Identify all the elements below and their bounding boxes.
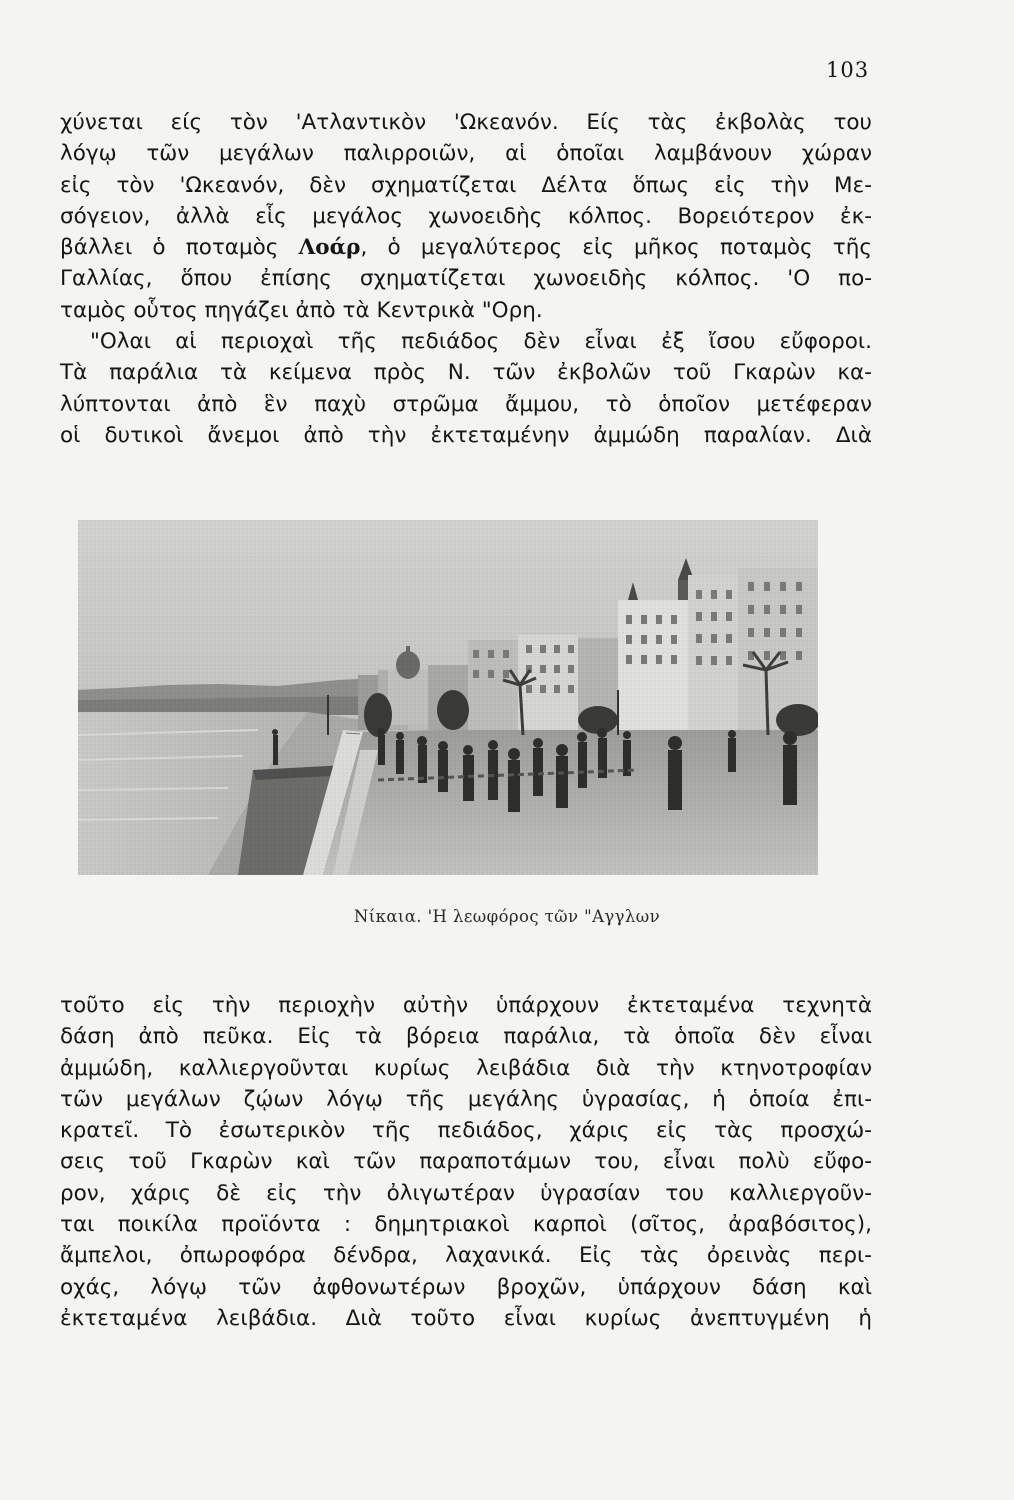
- body-text-bottom: [60, 990, 872, 1334]
- text-line: σόγειον, ἀλλὰ εἷς μεγάλος χωνοειδὴς κόλπος. Βορειότερον ἐκ-: [60, 203, 872, 229]
- text-line: εἰς τὸν 'Ωκεανόν, δὲν σχηματίζεται Δέλτα ὅπως εἰς τὴν Με-: [60, 172, 872, 198]
- text-line: Γαλλίας, ὅπου ἐπίσης σχηματίζεται χωνοειδὴς κόλπος. 'Ο πο-: [60, 266, 872, 292]
- river-name-bold: Λοάρ: [298, 235, 361, 261]
- figure-caption: Νίκαια. 'Η λεωφόρος τῶν "Αγγλων: [353, 907, 661, 926]
- text-line: οἱ δυτικοὶ ἄνεμοι ἀπὸ τὴν ἐκτεταμένην ἀμμώδη παραλίαν. Διὰ: [60, 422, 872, 448]
- text-line: τῶν μεγάλων ζῴων λόγῳ τῆς μεγάλης ὑγρασίας, ἡ ὁποία ἐπι-: [60, 1086, 872, 1112]
- body-text-top: [60, 107, 872, 451]
- text-line: ρον, χάρις δὲ εἰς τὴν ὀλιγωτέραν ὑγρασίαν του καλλιεργοῦν-: [60, 1180, 872, 1206]
- text-line: ταμὸς οὗτος πηγάζει ἀπὸ τὰ Κεντρικὰ "Ορη.: [60, 297, 543, 323]
- page-number: 103: [826, 58, 870, 82]
- text-line: ἀμμώδη, καλλιεργοῦνται κυρίως λειβάδια διὰ τὴν κτηνοτροφίαν: [60, 1055, 872, 1081]
- text-line: δάση ἀπὸ πεῦκα. Εἰς τὰ βόρεια παράλια, τὰ ὁποῖα δὲν εἶναι: [60, 1024, 872, 1050]
- text-line: κρατεῖ. Τὸ ἐσωτερικὸν τῆς πεδιάδος, χάρις εἰς τὰς προσχώ-: [60, 1118, 872, 1144]
- text-line: ἄμπελοι, ὀπωροφόρα δένδρα, λαχανικά. Εἰς τὰς ὀρεινὰς περι-: [60, 1243, 872, 1269]
- promenade-photo: [78, 520, 818, 875]
- text-line: λόγῳ τῶν μεγάλων παλιρροιῶν, αἱ ὁποῖαι λαμβάνουν χώραν: [60, 141, 872, 167]
- text-fragment: βάλλει ὁ ποταμὸς: [60, 235, 299, 261]
- text-line: λύπτονται ἀπὸ ἓν παχὺ στρῶμα ἄμμου, τὸ ὁποῖον μετέφεραν: [60, 391, 872, 417]
- text-line: οχάς, λόγῳ τῶν ἀφθονωτέρων βροχῶν, ὑπάρχουν δάση καὶ: [60, 1274, 872, 1300]
- text-line: ἐκτεταμένα λειβάδια. Διὰ τοῦτο εἶναι κυρίως ἀνεπτυγμένη ἡ: [60, 1305, 872, 1331]
- text-line: σεις τοῦ Γκαρὼν καὶ τῶν παραποτάμων του, εἶναι πολὺ εὔφο-: [60, 1149, 872, 1175]
- text-line: τοῦτο εἰς τὴν περιοχὴν αὐτὴν ὑπάρχουν ἐκτεταμένα τεχνητὰ: [60, 993, 872, 1018]
- text-line-with-river-name: [60, 232, 872, 263]
- text-line: "Ολαι αἱ περιοχαὶ τῆς πεδιάδος δὲν εἶναι ἐξ ἴσου εὔφοροι.: [90, 329, 872, 355]
- promenade-photo-image: [78, 520, 818, 875]
- text-line: ται ποικίλα προϊόντα : δημητριακοὶ καρποὶ (σῖτος, ἀραβόσιτος),: [60, 1212, 872, 1238]
- text-line: χύνεται είς τὸν 'Ατλαντικὸν 'Ωκεανόν. Είς τὰς ἐκβολὰς του: [60, 110, 872, 135]
- text-line: Τὰ παράλια τὰ κείμενα πρὸς Ν. τῶν ἐκβολῶν τοῦ Γκαρὼν κα-: [60, 360, 872, 386]
- text-fragment: , ὁ μεγαλύτερος εἰς μῆκος ποταμὸς τῆς: [360, 235, 872, 261]
